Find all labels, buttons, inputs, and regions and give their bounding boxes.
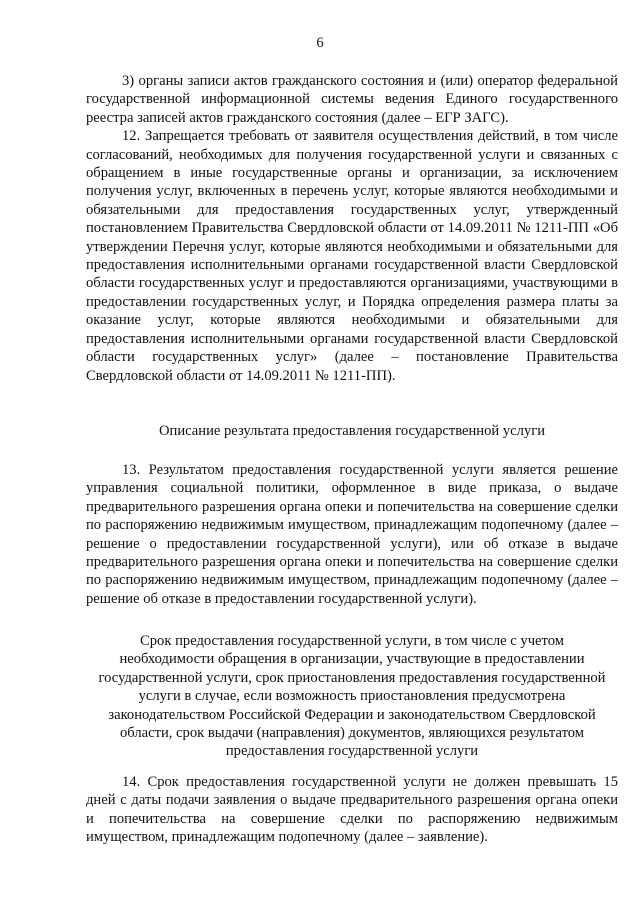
section-heading-term xyxy=(86,632,618,761)
paragraph-item-3: 3) органы записи актов гражданского состояния и (или) оператор федеральной государственной информационной системы ведения Единого государственного реестра записей актов гражданского состояния (далее – ЕГР ЗАГС). xyxy=(86,73,618,126)
heading-term-line: государственной услуги, срок приостановления предоставления государственной xyxy=(98,669,606,686)
section-paragraph-13 xyxy=(86,461,618,608)
heading-term-line: услуги в случае, если возможность приостановления предусмотрена xyxy=(138,688,566,705)
paragraph-13: 13. Результатом предоставления государственной услуги является решение управления социальной политики, оформленное в виде приказа, о выдаче предварительного разрешения органа опеки и попечительства на совершение сделки по распоряжению недвижимым имуществом, принадлежащим подопечному (далее – решение о предоставлении государственной услуги), или об отказе в выдаче предварительного разрешения органа опеки и попечительства на совершение сделки по распоряжению недвижимым имуществом, принадлежащим подопечному (далее – решение об отказе в предоставлении государственной услуги). xyxy=(86,462,618,607)
section-heading-result xyxy=(86,422,618,440)
heading-term-line: предоставления государственной услуги xyxy=(225,743,479,760)
paragraph-14: 14. Срок предоставления государственной услуги не должен превышать 15 дней с даты подачи заявления о выдаче предварительного разрешения органа опеки и попечительства на совершение сделки по распоряжению недвижимым имуществом, принадлежащим подопечному (далее – заявление). xyxy=(86,774,618,846)
page-number: 6 xyxy=(316,35,324,51)
heading-result: Описание результата предоставления государственной услуги xyxy=(158,423,546,439)
heading-term-line: законодательством Российской Федерации и законодательством Свердловской xyxy=(108,706,596,723)
section-paragraphs-a xyxy=(86,72,618,385)
heading-term-line: области, срок выдачи (направления) документов, являющихся результатом xyxy=(119,725,585,742)
heading-term xyxy=(86,632,618,761)
heading-term-line: Срок предоставления государственной услуги, в том числе с учетом xyxy=(140,633,564,649)
section-paragraph-14 xyxy=(86,773,618,847)
heading-term-line: необходимости обращения в организации, участвующие в предоставлении xyxy=(119,651,585,668)
paragraph-12: 12. Запрещается требовать от заявителя осуществления действий, в том числе согласований, необходимых для получения государственной услуги и связанных с обращением в иные государственные органы и организации, за исключением получения услуг, включенных в перечень услуг, которые являются необходимыми и обязательными для предоставления государственных услуг, утвержденный постановлением Правительства Свердловской области от 14.09.2011 № 1211-ПП «Об утверждении Перечня услуг, которые являются необходимыми и обязательными для предоставления исполнительными органами государственной власти Свердловской области государственных услуг и предоставляются организациями, участвующими в предоставлении государственных услуг, и Порядка определения размера платы за оказание услуг, которые являются необходимыми и обязательными для предоставления исполнительными органами государственной власти Свердловской области государственных услуг» (далее – постановление Правительства Свердловской области от 14.09.2011 № 1211-ПП). xyxy=(86,128,618,384)
